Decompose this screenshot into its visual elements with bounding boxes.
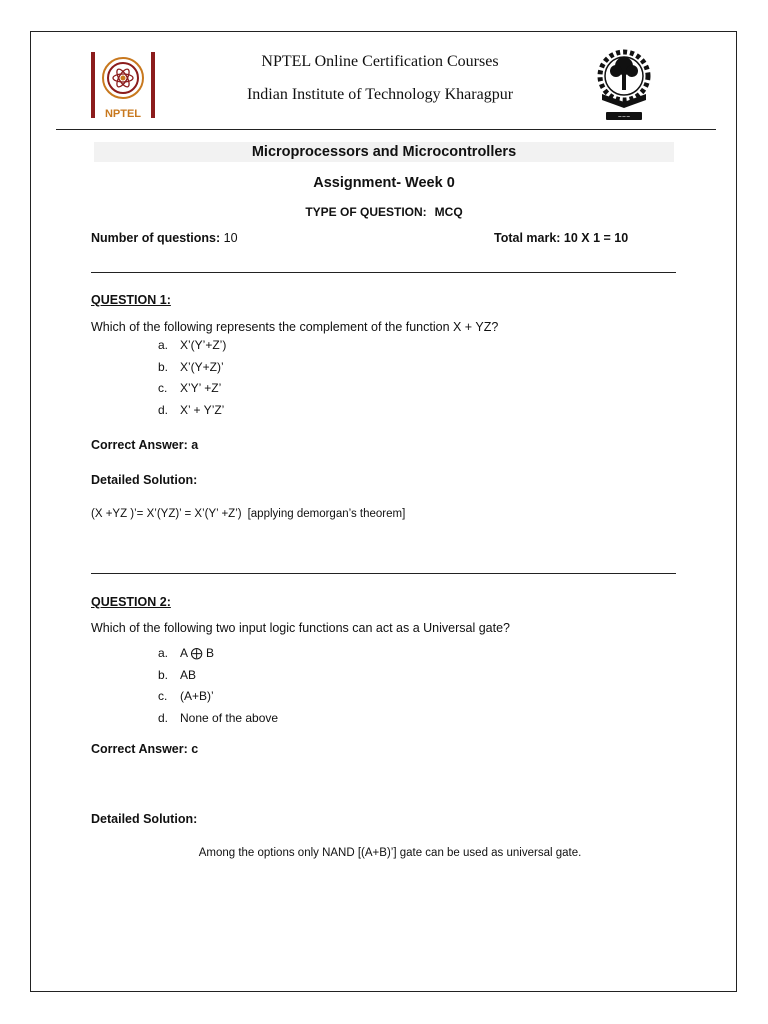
question-type [0,205,768,219]
separator-line [91,272,676,273]
assignment-title: Assignment- Week 0 [313,175,455,191]
option-item: a. A ⨁ B [158,646,215,660]
question-1-options [158,335,226,422]
question-2-heading: QUESTION 2: [91,595,171,609]
option-item: a. X’(Y’+Z’) [158,338,227,352]
option-item: d. None of the above [158,711,279,726]
question-2-options [158,643,278,730]
number-of-questions-label: Number of questions: [91,231,221,245]
option-item: b. AB [158,667,197,682]
iit-kharagpur-emblem-icon [588,42,660,124]
solution-expression: (X +YZ )’= X’(YZ)’ = X’(Y’ +Z’) [91,508,242,520]
option-item: d. X’ + Y’Z’ [158,403,225,418]
nptel-logo-text: NPTEL [104,108,142,120]
svg-text:~~~: ~~~ [617,114,631,121]
course-title: Microprocessors and Microcontrollers [94,142,674,162]
option-item: b. X’(Y+Z)’ [158,359,224,374]
header-institution-line2: Indian Institute of Technology Kharagpur [246,86,514,103]
question-type-value: MCQ [434,205,463,219]
question-2-solution: Among the options only NAND [(A+B)’] gate can be used as universal gate. [198,847,582,859]
question-1-correct-answer: Correct Answer: a [91,438,199,452]
question-2-solution-heading: Detailed Solution: [91,812,198,826]
question-1-solution [91,508,405,520]
header-rule [56,129,716,130]
option-item: c. (A+B)’ [158,689,214,704]
option-item: c. X’Y’ +Z’ [158,381,222,396]
number-of-questions-value: 10 [223,231,238,245]
solution-note: [applying demorgan’s theorem] [247,508,406,520]
number-of-questions [91,231,238,245]
question-1-heading: QUESTION 1: [91,293,171,307]
question-2-text: Which of the following two input logic functions can act as a Universal gate? [91,621,510,635]
question-1-text: Which of the following represents the complement of the function X + YZ? [91,320,499,334]
nptel-logo-icon [90,50,156,122]
total-mark: Total mark: 10 X 1 = 10 [494,231,629,245]
question-2-correct-answer: Correct Answer: c [91,742,199,756]
question-type-label: TYPE OF QUESTION: [305,205,427,219]
separator-line [91,573,676,574]
header-institution-line1: NPTEL Online Certification Courses [261,53,499,70]
question-1-solution-heading: Detailed Solution: [91,473,198,487]
